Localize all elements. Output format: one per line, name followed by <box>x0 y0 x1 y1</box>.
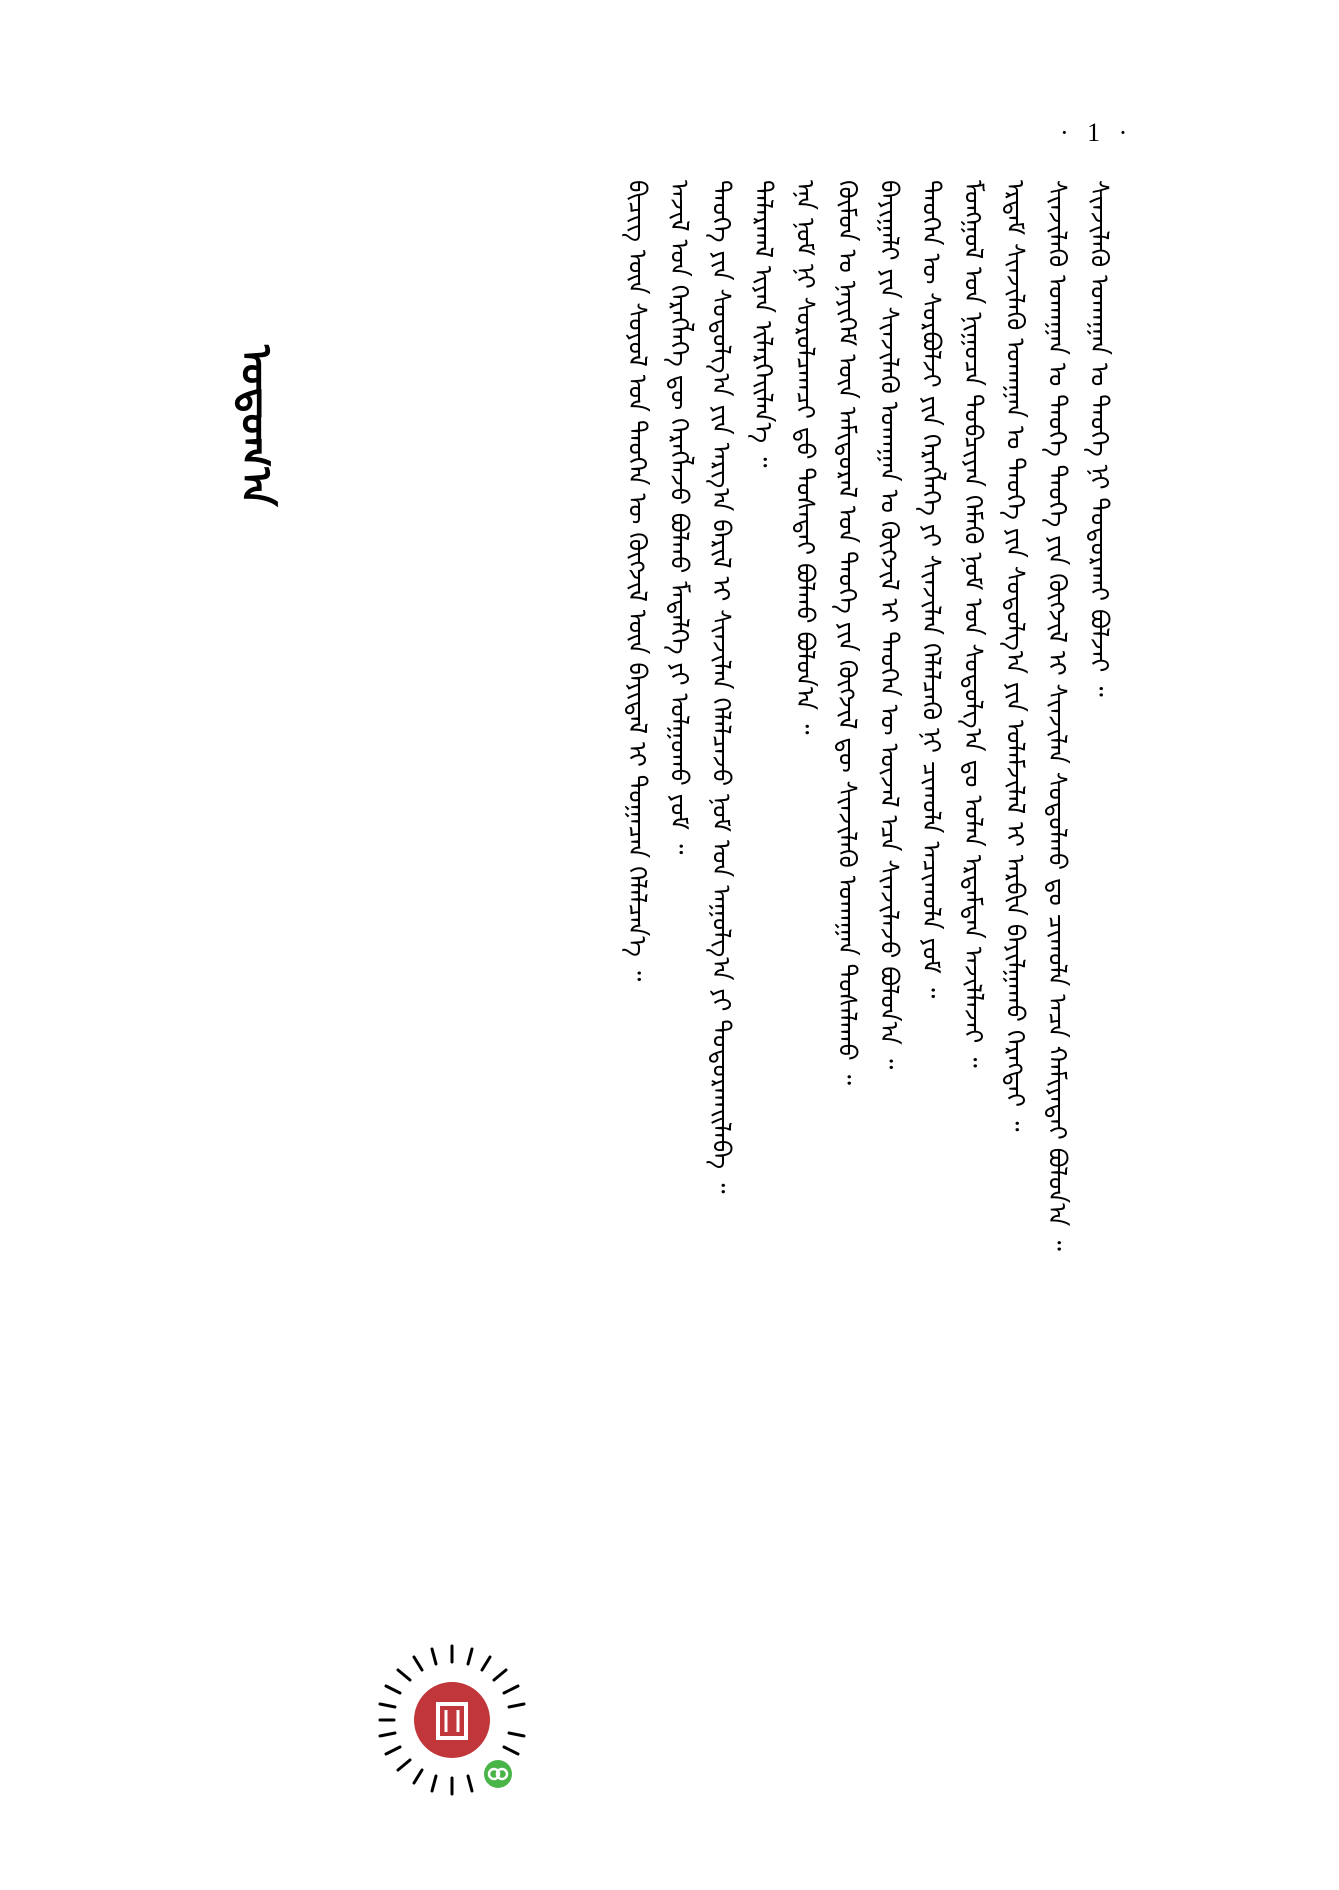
text-column: ᠪᠢᠴᠢᠭ᠌ ᠦᠨ ᠰᠣᠶᠣᠯ ᠤᠨ ᠲᠡᠦᠬᠡᠨ ᠦ ᠬᠥᠭᠵᠢᠯ ᠦᠨ ᠪᠠᠶᠢᠳᠠᠯ ᠢ ᠲᠣᠭᠠᠴᠠᠨ ᠬᠡᠯᠡᠯᠴᠡᠨ᠎ᠡ ᠃ <box>623 180 652 982</box>
text-column: ᠬᠦᠮᠦᠨ ᠤ ᠨᠡᠶᠢᠭᠡᠮ ᠦᠨ ᠠᠮᠢᠳᠤᠷᠠᠯ ᠤᠨ ᠲᠡᠦᠬᠡ ᠶᠢᠨ ᠬᠥᠭᠵᠢᠯ ᠳᠦ ᠰᠢᠨᠵᠢᠯᠡᠬᠦ ᠤᠬᠠᠭᠠᠨ ᠲᠤᠰᠠᠯᠠᠬᠤ ᠃ <box>833 180 862 1085</box>
text-column: ᠰᠢᠨᠵᠢᠯᠡᠬᠦ ᠤᠬᠠᠭᠠᠨ ᠤ ᠲᠡᠦᠬᠡ ᠲᠡᠦᠬᠡ ᠶᠢᠨ ᠬᠥᠭᠵᠢᠯ ᠢ ᠰᠢᠨᠵᠢᠯᠡᠨ ᠰᠤᠳᠤᠯᠬᠤ ᠳᠤ ᠴᠢᠬᠤᠯᠠ ᠠᠴᠠ ᠬᠠᠮᠢᠶᠠᠲᠠᠢ ᠪᠣᠯᠤᠨ᠎ᠠ ᠃ <box>1043 180 1072 1251</box>
mini-program-code-icon <box>372 1640 532 1800</box>
text-column: ᠮᠣᠩᠭᠣᠯ ᠤᠨ ᠨᠢᠭᠤᠴᠠ ᠲᠣᠪᠴᠢᠶᠠᠨ ᠬᠡᠮᠡᠬᠦ ᠨᠣᠮ ᠤᠨ ᠰᠤᠳᠤᠯᠭ᠎ᠠ ᠳᠤ ᠣᠯᠠᠨ ᠡᠷᠳᠡᠮᠲᠡᠨ ᠠᠵᠢᠯᠯᠠᠵᠠᠢ ᠃ <box>959 180 988 1068</box>
page-title: ᠣᠳᠣᠭ᠎ᠠ <box>232 345 281 507</box>
text-column: ᠡᠷᠳᠡᠮ ᠰᠢᠨᠵᠢᠯᠡᠬᠦ ᠤᠬᠠᠭᠠᠨ ᠤ ᠲᠡᠦᠬᠡ ᠶᠢᠨ ᠰᠤᠳᠤᠯᠭ᠎ᠠ ᠶᠢᠨ ᠤᠯᠠᠮᠵᠢᠯᠠᠯ ᠢ ᠠᠷᠪᠢᠨ ᠪᠠᠶᠢᠯᠭᠠᠬᠤ ᠬᠡᠷᠡᠭᠲᠡᠢ ᠃ <box>1001 180 1030 1132</box>
page-number: · 1 · <box>1060 118 1134 147</box>
text-column: ᠪᠠᠶᠢᠭᠠᠯᠢ ᠶᠢᠨ ᠰᠢᠨᠵᠢᠯᠡᠬᠦ ᠤᠬᠠᠭᠠᠨ ᠤ ᠬᠥᠭᠵᠢᠯ ᠢ ᠲᠡᠦᠬᠡᠨ ᠦ ᠦᠵᠡᠯ ᠡᠴᠡ ᠰᠢᠨᠵᠢᠯᠡᠵᠦ ᠪᠣᠯᠤᠨ᠎ᠠ ᠃ <box>875 180 904 1070</box>
body-text <box>330 180 1120 1770</box>
text-column: ᠠᠵᠢᠯ ᠤᠨ ᠬᠡᠷᠡᠭᠯᠡᠭᠡ ᠳᠦ ᠬᠡᠷᠡᠭᠯᠡᠵᠦ ᠪᠣᠯᠬᠤ ᠮᠡᠳᠡᠯᠭᠡ ᠶᠢ ᠣᠯᠭᠣᠬᠤ ᠶᠤᠮ ᠃ <box>665 180 694 855</box>
text-column: ᠡᠨᠡ ᠨᠣᠮ ᠨᠢ ᠰᠤᠷᠤᠯᠴᠠᠭᠴᠢ ᠳ᠋ᠤ ᠲᠤᠰᠠᠲᠠᠢ ᠪᠣᠯᠬᠤ ᠪᠣᠯᠤᠨ᠎ᠠ ᠃ <box>791 180 820 735</box>
text-column: ᠲᠠᠯᠠᠷᠬᠠᠯ ᠢᠶᠠᠨ ᠢᠯᠡᠷᠬᠡᠢᠯᠡᠨ᠎ᠡ ᠃ <box>749 180 778 468</box>
text-column: ᠲᠡᠦᠬᠡ ᠶᠢᠨ ᠰᠤᠳᠤᠯᠭ᠎ᠠ ᠶᠢᠨ ᠠᠷᠭ᠎ᠠ ᠪᠠᠷᠢᠯ ᠢ ᠰᠢᠨᠵᠢᠯᠡᠨ ᠬᠡᠯᠡᠯᠴᠡᠵᠦ ᠨᠤᠮ ᠤᠨ ᠠᠭᠤᠯᠭ᠎ᠠ ᠶᠢ ᠲᠣᠳᠣᠷᠬᠠᠢᠯᠠᠪᠠ ᠃ <box>707 180 736 1194</box>
text-column: ᠲᠡᠦᠬᠡᠨ ᠦ ᠰᠤᠷᠪᠤᠯᠵᠢ ᠶᠢᠨ ᠬᠡᠷᠡᠭᠯᠡᠭᠡ ᠶᠢ ᠰᠢᠨᠵᠢᠯᠡᠨ ᠬᠡᠯᠡᠯᠴᠡᠬᠦ ᠨᠢ ᠴᠢᠬᠤᠯᠠ ᠠᠴᠢᠬᠤᠯᠠ ᠶᠤᠮ ᠃ <box>917 180 946 999</box>
text-column: ᠰᠢᠨᠵᠢᠯᠡᠬᠦ ᠤᠬᠠᠭᠠᠨ ᠤ ᠲᠡᠦᠬᠡ ᠨᠢ ᠲᠣᠳᠣᠷᠬᠠᠢ ᠪᠣᠯᠵᠠᠢ ᠃ <box>1085 180 1114 697</box>
